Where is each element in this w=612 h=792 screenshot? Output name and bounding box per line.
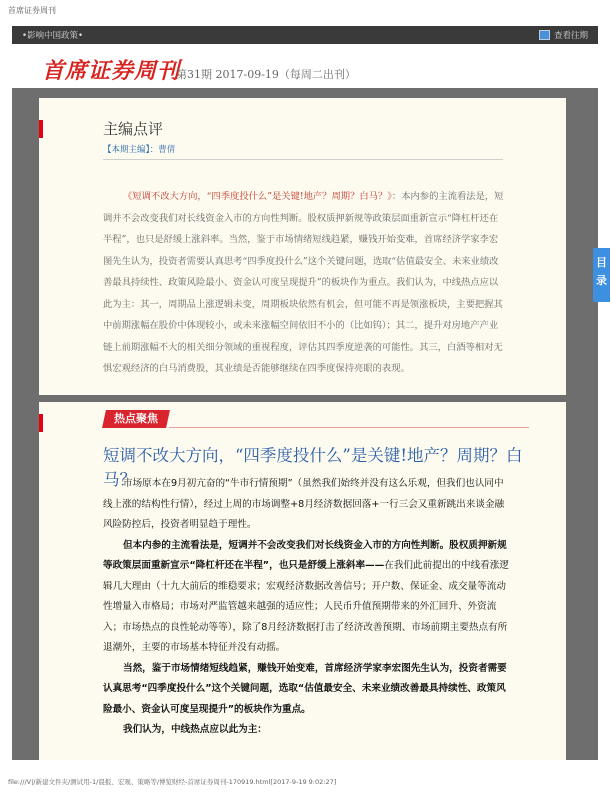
section-title: 主编点评	[103, 120, 164, 138]
editor-name[interactable]: 曹倩	[158, 145, 176, 155]
hot-topic-badge: 热点聚焦	[102, 410, 170, 428]
editor-comment-body	[103, 186, 505, 380]
slogan: •影响中国政策•	[22, 31, 84, 41]
article-link[interactable]: 《短调不改大方向，“四季度投什么”是关键!地产？周期？白马？》	[123, 191, 392, 202]
book-icon	[539, 30, 550, 40]
section-marker	[39, 120, 43, 138]
divider	[103, 159, 503, 160]
top-bar	[12, 26, 598, 44]
browser-title: 首席证券周刊	[8, 6, 56, 15]
article-body	[103, 474, 509, 741]
masthead	[12, 44, 598, 89]
divider	[169, 427, 529, 428]
editor-label: 【本期主编】：	[103, 145, 159, 155]
article-title: 短调不改大方向，“四季度投什么”是关键!地产？周期？白马？	[103, 446, 523, 489]
comment-text: ：本内参的主流看法是，短调并不会改变我们对长线资金入市的方向性判断。股权质押新规等政策层面重新宣示“降杠杆还在半程”，也只是舒缓上涨斜率。当然，鉴于市场情绪短线趋紧，赚钱开始变难，首席经济学家李宏图先生认为，投资者需要认真思考“四季度投什么”这个关键问题，选取“估值最安全、未来业绩改善最具持续性、政策风险最小、资金认可度呈现提升”的板块作为重点。我们认为，中线热点应以此为主：其一，周期品上涨逻辑未变，周期板块依然有机会，但可能不再是领涨板块，主要把握其中前期涨幅在股价中体现较小，或未来涨幅空间依旧不小的（比如钨）；其二，提升对房地产产业链上前期涨幅不大的相关细分领域的重视程度，评估其四季度逆袭的可能性。其三，白酒等相对无惧宏观经济的白马消费股，其业绩是否能够继续在四季度保持亮眼的表现。	[103, 191, 504, 374]
past-issues-link[interactable]	[539, 29, 588, 41]
paragraph: 我们认为，中线热点应以此为主：	[123, 724, 267, 735]
section-marker	[39, 414, 43, 432]
past-issues-label: 查看往期	[553, 31, 588, 41]
issue-info: 第31期 2017-09-19（每周二出刊）	[176, 68, 356, 81]
content-area	[12, 88, 598, 760]
table-of-contents-tab[interactable]: 目 录	[593, 248, 610, 302]
paragraph: 但本内参的主流看法是，短调并不会改变我们对长线资金入市的方向性判断。股权质押新规等政策层面重新宣示“降杠杆还在半程”，也只是舒缓上涨斜率——在我们此前提出的中线看涨逻辑几大理由（十九大前后的维稳要求；宏观经济数据改善信号；开户数、保证金、成交量等流动性增量入市格局；市场对严监管越来越强的适应性；人民币升值预期带来的外汇回升、外资流入；市场热点的良性轮动等等），除了8月经济数据打击了经济改善预期、市场前期主要热点有所退潮外，主要的市场基本特征并没有动摇。	[103, 539, 509, 653]
editor-meta	[103, 143, 175, 155]
paragraph: 市场原本在9月初亢奋的“牛市行情预期”（虽然我们始终并没有这么乐观，但我们也认同中线上涨的结构性行情），经过上周的市场调整+8月经济数据回落+一行三会又重新跳出来谈金融风险防控后，投资者明显趋于理性。	[103, 478, 505, 530]
paragraph: 当然，鉴于市场情绪短线趋紧，赚钱开始变难，首席经济学家李宏图先生认为，投资者需要认真思考“四季度投什么”这个关键问题，选取“估值最安全、未来业绩改善最具持续性、政策风险最小、资金认可度呈现提升”的板块作为重点。	[103, 662, 507, 715]
hot-topic-card	[39, 402, 566, 760]
brand-logo: 首席证券周刊	[42, 59, 181, 84]
editor-comment-card	[39, 98, 566, 395]
file-path-footer: file:///V|/新建文件夹/测试用-1/晨报、宏观、策略等/博览财经-首席证券周刊-170919.html[2017-9-19 9:02:27]	[8, 778, 337, 786]
